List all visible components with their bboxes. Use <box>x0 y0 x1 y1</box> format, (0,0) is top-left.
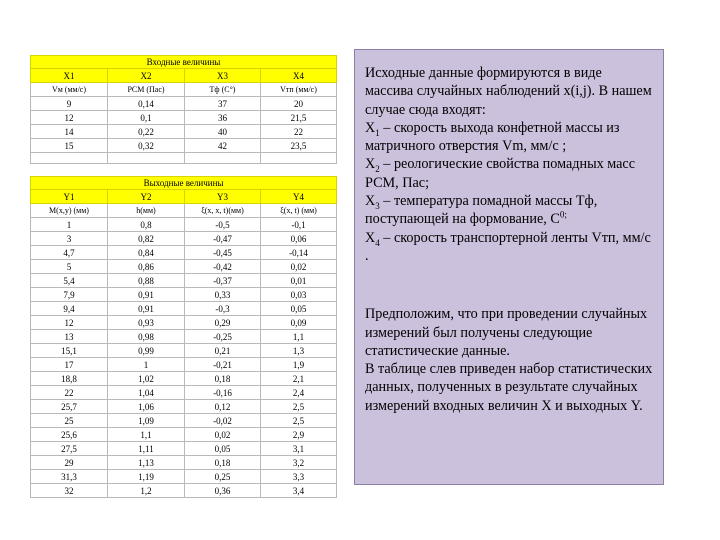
outputs-header-row <box>31 190 337 204</box>
inputs-table-title: Входные величины <box>31 56 337 69</box>
x3-text: – температура помадной массы Тф, поступающей на формование, С <box>365 193 598 228</box>
table-cell: 2,4 <box>261 386 337 400</box>
table-cell: 0,21 <box>185 344 261 358</box>
x1-text: – скорость выхода конфетной массы из матричного отверстия Vm, мм/с ; <box>365 119 620 155</box>
inputs-header-row <box>31 69 337 83</box>
table-cell: 0,05 <box>185 442 261 456</box>
table-cell: 15 <box>31 139 108 153</box>
table-cell: 25 <box>31 414 108 428</box>
empty-row <box>31 153 337 164</box>
table-row <box>31 97 337 111</box>
table-cell: 3,1 <box>261 442 337 456</box>
table-cell: 3,2 <box>261 456 337 470</box>
table-cell: 22 <box>261 125 337 139</box>
table-cell: 0,06 <box>261 232 337 246</box>
table-cell: 40 <box>185 125 261 139</box>
empty-cell <box>31 153 108 164</box>
empty-cell <box>108 153 185 164</box>
x1-description <box>365 119 653 156</box>
table-cell: 0,12 <box>185 400 261 414</box>
table-row <box>31 316 337 330</box>
table-row <box>31 111 337 125</box>
table-row <box>31 344 337 358</box>
x3-subscript: 3 <box>375 200 380 211</box>
table-cell: 18,8 <box>31 372 108 386</box>
unit-cell: Tф (С°) <box>185 83 261 97</box>
table-cell: 0,05 <box>261 302 337 316</box>
table-row <box>31 358 337 372</box>
table-row <box>31 442 337 456</box>
table-cell: 0,84 <box>108 246 185 260</box>
x1-subscript: 1 <box>375 127 380 138</box>
column-header: Y1 <box>31 190 108 204</box>
empty-cell <box>261 153 337 164</box>
table-cell: 15,1 <box>31 344 108 358</box>
x4-description <box>365 229 653 266</box>
table-cell: -0,25 <box>185 330 261 344</box>
inputs-title-row <box>31 56 337 69</box>
table-cell: 0,93 <box>108 316 185 330</box>
x1-symbol: X <box>365 119 376 136</box>
x3-symbol: X <box>365 193 376 210</box>
table-cell: 20 <box>261 97 337 111</box>
table-cell: 1,19 <box>108 470 185 484</box>
unit-cell: ξ(x, x, t)(мм) <box>185 204 261 218</box>
table-row <box>31 456 337 470</box>
table-row <box>31 484 337 498</box>
x4-subscript: 4 <box>375 237 380 248</box>
x4-text: – скорость транспортерной ленты Vтп, мм/с . <box>365 229 651 264</box>
table-cell: 1,02 <box>108 372 185 386</box>
table-cell: -0,1 <box>261 218 337 232</box>
x2-description <box>365 155 653 192</box>
table-cell: 2,5 <box>261 414 337 428</box>
table-cell: 1,11 <box>108 442 185 456</box>
table-cell: 0,82 <box>108 232 185 246</box>
description-panel <box>354 49 664 485</box>
paragraph-gap <box>365 265 653 305</box>
table-cell: -0,5 <box>185 218 261 232</box>
empty-cell <box>185 153 261 164</box>
table-row <box>31 302 337 316</box>
table-cell: -0,42 <box>185 260 261 274</box>
unit-cell: Vм (мм/с) <box>31 83 108 97</box>
table-cell: 9,4 <box>31 302 108 316</box>
table-cell: 14 <box>31 125 108 139</box>
table-cell: 12 <box>31 111 108 125</box>
outputs-table-title: Выходные величины <box>31 177 337 190</box>
table-cell: 0,36 <box>185 484 261 498</box>
table-cell: 12 <box>31 316 108 330</box>
statistics-paragraph: Предположим, что при проведении случайных измерений был получены следующие статистические данные. <box>365 306 648 359</box>
table-cell: 0,25 <box>185 470 261 484</box>
x3-description <box>365 192 653 229</box>
table-cell: 1,04 <box>108 386 185 400</box>
table-cell: 0,1 <box>108 111 185 125</box>
table-cell: 0,01 <box>261 274 337 288</box>
table-cell: 36 <box>185 111 261 125</box>
table-cell: 0,29 <box>185 316 261 330</box>
table-cell: 0,02 <box>185 428 261 442</box>
table-cell: 0,09 <box>261 316 337 330</box>
table-cell: 1,3 <box>261 344 337 358</box>
table-row <box>31 372 337 386</box>
table-cell: 0,86 <box>108 260 185 274</box>
table-cell: -0,47 <box>185 232 261 246</box>
table-cell: 1 <box>31 218 108 232</box>
unit-cell: ξ(x, t) (мм) <box>261 204 337 218</box>
table-cell: 3,3 <box>261 470 337 484</box>
unit-cell: M(x,y) (мм) <box>31 204 108 218</box>
table-cell: 2,9 <box>261 428 337 442</box>
column-header: X1 <box>31 69 108 83</box>
outputs-title-row <box>31 177 337 190</box>
column-header: Y3 <box>185 190 261 204</box>
intro-paragraph: Исходные данные формируются в виде массива случайных наблюдений x(i,j). В нашем случае сюда входят: <box>365 65 652 118</box>
table-cell: 1,1 <box>261 330 337 344</box>
column-header: X4 <box>261 69 337 83</box>
table-cell: 2,1 <box>261 372 337 386</box>
table-cell: 27,5 <box>31 442 108 456</box>
table-cell: 0,22 <box>108 125 185 139</box>
table-cell: 0,33 <box>185 288 261 302</box>
table-cell: 1,06 <box>108 400 185 414</box>
outputs-table <box>30 176 337 498</box>
table-cell: 2,5 <box>261 400 337 414</box>
table-cell: 0,02 <box>261 260 337 274</box>
table-cell: 22 <box>31 386 108 400</box>
table-cell: 1,13 <box>108 456 185 470</box>
column-header: X2 <box>108 69 185 83</box>
inputs-units-row <box>31 83 337 97</box>
table-cell: 4,7 <box>31 246 108 260</box>
table-cell: 0,32 <box>108 139 185 153</box>
x4-symbol: X <box>365 229 376 246</box>
outputs-table-body <box>31 177 337 498</box>
table-explanation-paragraph: В таблице слев приведен набор статистических данных, полученных в результате случайных измерений входных величин Х и выходных Y. <box>365 361 653 414</box>
table-cell: -0,45 <box>185 246 261 260</box>
x2-text: – реологические свойства помадных масс РСМ, Пас; <box>365 156 636 191</box>
inputs-table <box>30 55 337 164</box>
table-cell: 23,5 <box>261 139 337 153</box>
table-cell: 0,18 <box>185 456 261 470</box>
table-cell: 37 <box>185 97 261 111</box>
table-row <box>31 288 337 302</box>
table-row <box>31 260 337 274</box>
table-cell: 1,1 <box>108 428 185 442</box>
table-cell: 0,99 <box>108 344 185 358</box>
table-row <box>31 139 337 153</box>
table-cell: 17 <box>31 358 108 372</box>
table-cell: 21,5 <box>261 111 337 125</box>
table-cell: 9 <box>31 97 108 111</box>
table-cell: -0,21 <box>185 358 261 372</box>
column-header: X3 <box>185 69 261 83</box>
table-cell: 0,91 <box>108 288 185 302</box>
unit-cell: Vтп (мм/с) <box>261 83 337 97</box>
table-row <box>31 125 337 139</box>
table-row <box>31 232 337 246</box>
table-row <box>31 330 337 344</box>
table-row <box>31 218 337 232</box>
table-cell: 25,6 <box>31 428 108 442</box>
table-cell: -0,37 <box>185 274 261 288</box>
table-cell: 42 <box>185 139 261 153</box>
unit-cell: PCM (Пас) <box>108 83 185 97</box>
table-cell: 13 <box>31 330 108 344</box>
table-cell: 0,03 <box>261 288 337 302</box>
table-cell: 0,88 <box>108 274 185 288</box>
table-row <box>31 400 337 414</box>
table-cell: 5 <box>31 260 108 274</box>
table-cell: 1,9 <box>261 358 337 372</box>
table-row <box>31 246 337 260</box>
column-header: Y2 <box>108 190 185 204</box>
table-cell: 1,2 <box>108 484 185 498</box>
table-row <box>31 386 337 400</box>
table-cell: -0,14 <box>261 246 337 260</box>
unit-cell: h(мм) <box>108 204 185 218</box>
table-cell: 1,09 <box>108 414 185 428</box>
column-header: Y4 <box>261 190 337 204</box>
table-cell: 7,9 <box>31 288 108 302</box>
inputs-table-body <box>31 56 337 164</box>
x2-subscript: 2 <box>375 164 380 175</box>
outputs-units-row <box>31 204 337 218</box>
table-cell: -0,3 <box>185 302 261 316</box>
x3-superscript: 0; <box>559 209 567 220</box>
table-cell: 31,3 <box>31 470 108 484</box>
table-cell: 3 <box>31 232 108 246</box>
table-cell: 0,98 <box>108 330 185 344</box>
table-cell: 3,4 <box>261 484 337 498</box>
table-cell: 1 <box>108 358 185 372</box>
table-cell: 29 <box>31 456 108 470</box>
table-cell: 0,18 <box>185 372 261 386</box>
table-cell: 25,7 <box>31 400 108 414</box>
table-row <box>31 470 337 484</box>
table-cell: 0,8 <box>108 218 185 232</box>
table-cell: 0,91 <box>108 302 185 316</box>
x2-symbol: X <box>365 156 376 173</box>
table-row <box>31 274 337 288</box>
table-cell: 5,4 <box>31 274 108 288</box>
table-cell: -0,16 <box>185 386 261 400</box>
table-row <box>31 414 337 428</box>
table-row <box>31 428 337 442</box>
table-cell: 0,14 <box>108 97 185 111</box>
table-cell: -0,02 <box>185 414 261 428</box>
table-cell: 32 <box>31 484 108 498</box>
